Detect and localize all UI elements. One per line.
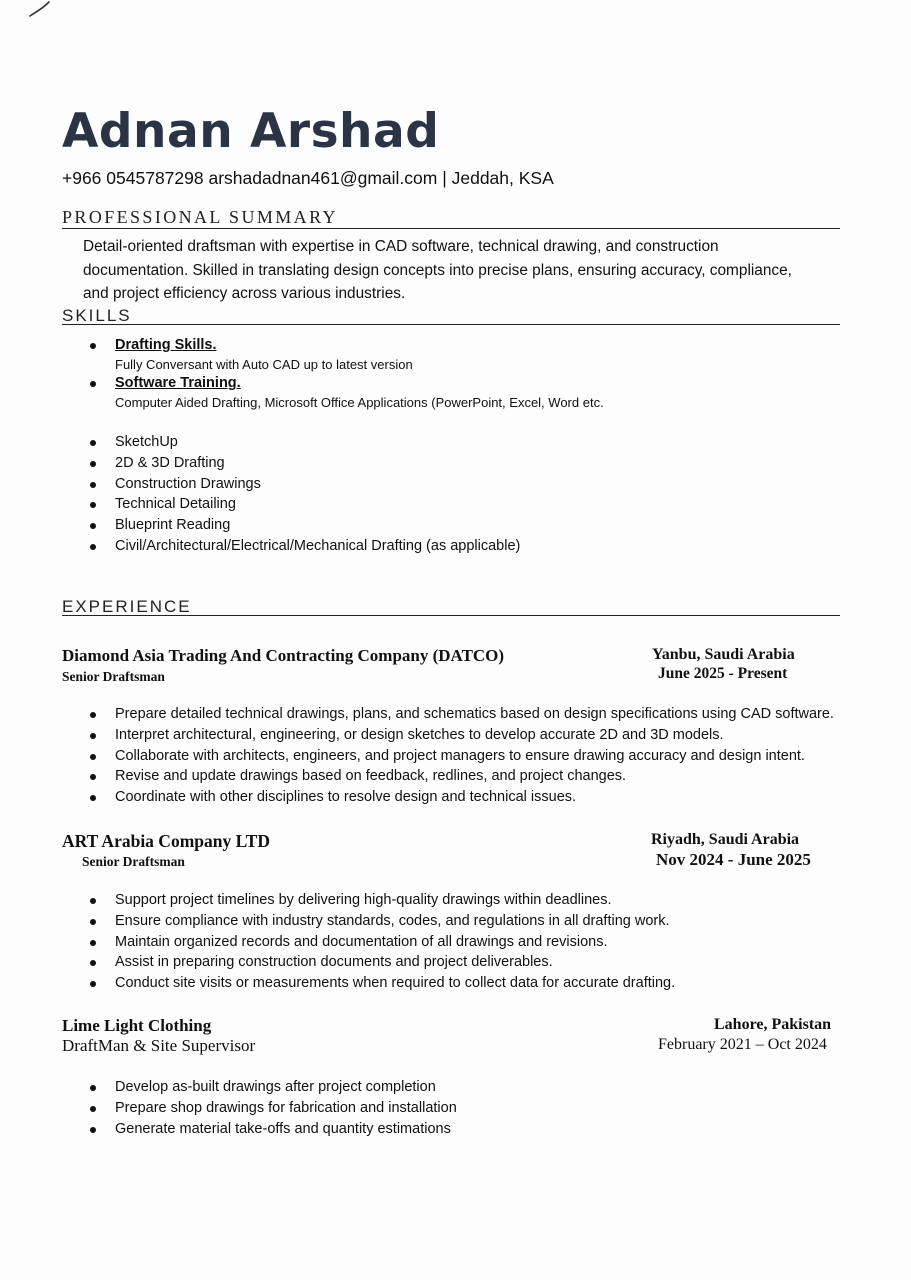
job-company: Lime Light Clothing (62, 1016, 212, 1035)
job-duty: Prepare shop drawings for fabrication and installation (85, 1098, 845, 1119)
experience-divider (62, 615, 840, 616)
job-role: DraftMan & Site Supervisor (62, 1036, 256, 1055)
summary-text (83, 235, 823, 306)
skills-list (85, 432, 520, 557)
pen-stroke-mark (28, 0, 52, 18)
job-duty: Interpret architectural, engineering, or design sketches to develop accurate 2D and 3D models. (85, 725, 845, 746)
featured-skills-list (85, 336, 785, 412)
job-duty: Develop as-built drawings after project completion (85, 1077, 845, 1098)
job-duties-list (85, 890, 845, 994)
summary-divider (62, 228, 840, 229)
featured-skill-heading: Drafting Skills. (115, 337, 217, 353)
job-duty: Assist in preparing construction documents and project deliverables. (85, 952, 845, 973)
skill-item: Civil/Architectural/Electrical/Mechanical Drafting (as applicable) (85, 536, 520, 557)
job-duty: Conduct site visits or measurements when required to collect data for accurate drafting. (85, 973, 845, 994)
skill-item: Blueprint Reading (85, 515, 520, 536)
contact-line: +966 0545787298 arshadadnan461@gmail.com | Jeddah, KSA (62, 168, 554, 188)
experience-heading: EXPERIENCE (62, 597, 192, 616)
summary-line: and project efficiency across various industries. (83, 285, 406, 302)
job-dates: February 2021 – Oct 2024 (658, 1036, 827, 1053)
skill-item: SketchUp (85, 432, 520, 453)
job-duty: Maintain organized records and documentation of all drawings and revisions. (85, 932, 845, 953)
job-role: Senior Draftsman (82, 854, 185, 869)
featured-skill-detail: Fully Conversant with Auto CAD up to latest version (115, 357, 413, 372)
job-duty: Generate material take-offs and quantity estimations (85, 1119, 845, 1140)
job-company: ART Arabia Company LTD (62, 831, 270, 851)
job-company: Diamond Asia Trading And Contracting Company (DATCO) (62, 646, 505, 665)
skills-divider (62, 324, 840, 325)
featured-skill-detail: Computer Aided Drafting, Microsoft Office Applications (PowerPoint, Excel, Word etc. (115, 395, 604, 410)
skill-item: Technical Detailing (85, 494, 520, 515)
job-location: Yanbu, Saudi Arabia (652, 646, 795, 663)
summary-line: documentation. Skilled in translating design concepts into precise plans, ensuring accuracy, compliance, (83, 261, 792, 279)
job-duties-list (85, 704, 845, 808)
job-duty: Revise and update drawings based on feedback, redlines, and project changes. (85, 766, 845, 787)
featured-skill (85, 374, 785, 412)
skills-heading: SKILLS (62, 306, 132, 325)
job-duty: Prepare detailed technical drawings, plans, and schematics based on design specifications using CAD software. (85, 704, 845, 725)
job-dates: Nov 2024 - June 2025 (656, 850, 811, 869)
skill-item: Construction Drawings (85, 474, 520, 495)
summary-line: Detail-oriented draftsman with expertise in CAD software, technical drawing, and construction (83, 238, 719, 255)
job-role: Senior Draftsman (62, 669, 165, 684)
job-location: Riyadh, Saudi Arabia (651, 831, 800, 848)
job-location: Lahore, Pakistan (714, 1016, 832, 1033)
job-duty: Support project timelines by delivering high-quality drawings within deadlines. (85, 890, 845, 911)
job-duties-list (85, 1077, 845, 1139)
job-duty: Collaborate with architects, engineers, and project managers to ensure drawing accuracy and design intent. (85, 746, 845, 767)
skill-item: 2D & 3D Drafting (85, 453, 520, 474)
summary-heading: PROFESSIONAL SUMMARY (62, 207, 338, 227)
job-dates: June 2025 - Present (658, 665, 788, 682)
featured-skill (85, 336, 785, 374)
candidate-name: Adnan Arshad (62, 104, 440, 159)
job-duty: Ensure compliance with industry standards, codes, and regulations in all drafting work. (85, 911, 845, 932)
job-duty: Coordinate with other disciplines to resolve design and technical issues. (85, 787, 845, 808)
featured-skill-heading: Software Training. (115, 375, 241, 391)
